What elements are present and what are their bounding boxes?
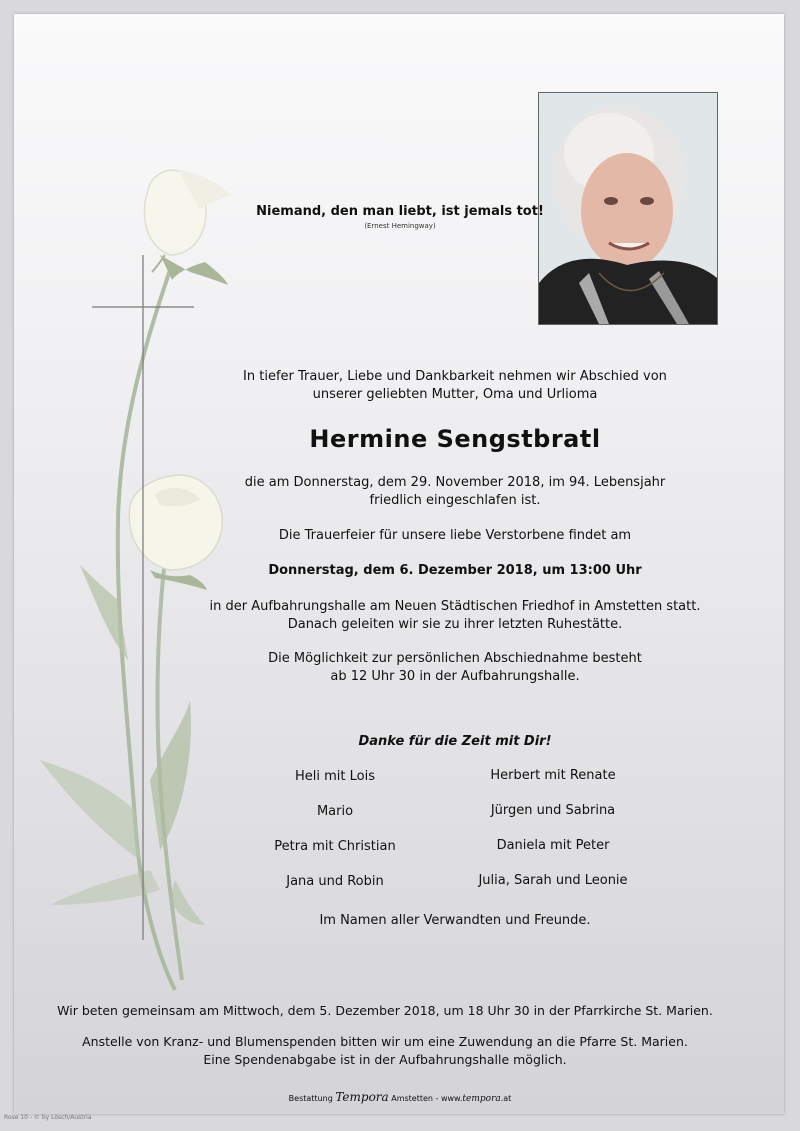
quote-text: Niemand, den man liebt, ist jemals tot! <box>256 204 544 219</box>
image-credit: Rose 10 - © by Lösch/Austria <box>4 1114 92 1121</box>
family-member: Julia, Sarah und Leonie <box>478 873 628 888</box>
death-line-2: friedlich eingeschlafen ist. <box>369 493 541 508</box>
family-member: Jana und Robin <box>286 874 384 889</box>
ceremony-place-line-1: in der Aufbahrungshalle am Neuen Städtischen Friedhof in Amstetten statt. <box>209 599 701 614</box>
footer-city: Amstetten - www. <box>391 1094 463 1103</box>
family-member: Petra mit Christian <box>274 839 396 854</box>
thanks-heading: Danke für die Zeit mit Dir! <box>358 734 552 749</box>
footer-tld: .at <box>500 1094 512 1103</box>
ceremony-date: Donnerstag, dem 6. Dezember 2018, um 13:00 Uhr <box>268 563 642 578</box>
portrait-photo <box>538 92 718 325</box>
ceremony-intro: Die Trauerfeier für unsere liebe Verstorbene findet am <box>278 528 632 543</box>
funeral-home-logo: Tempora <box>335 1090 389 1104</box>
family-right-column <box>458 768 648 908</box>
quote-author: (Ernest Hemingway) <box>364 222 436 230</box>
funeral-home-footer <box>0 1090 800 1104</box>
donation-line-2: Eine Spendenabgabe ist in der Aufbahrungshalle möglich. <box>203 1052 567 1067</box>
ceremony-place <box>130 598 780 634</box>
prayer-line: Wir beten gemeinsam am Mittwoch, dem 5. Dezember 2018, um 18 Uhr 30 in der Pfarrkirche St. Marien. <box>57 1003 713 1018</box>
deceased-name: Hermine Sengstbratl <box>309 425 601 453</box>
footer-prefix: Bestattung <box>288 1094 333 1103</box>
donation-line-1: Anstelle von Kranz- und Blumenspenden bitten wir um eine Zuwendung an die Pfarre St. Marien. <box>82 1034 688 1049</box>
family-member: Heli mit Lois <box>295 769 375 784</box>
family-member: Mario <box>316 804 354 819</box>
family-member: Herbert mit Renate <box>490 768 616 783</box>
farewell-line-1: Die Möglichkeit zur persönlichen Abschiednahme besteht <box>268 651 642 666</box>
farewell-line-2: ab 12 Uhr 30 in der Aufbahrungshalle. <box>330 669 580 684</box>
footer-domain: tempora <box>462 1094 501 1104</box>
quote-block <box>240 204 560 230</box>
intro-line-1: In tiefer Trauer, Liebe und Dankbarkeit nehmen wir Abschied von <box>243 369 667 384</box>
death-line-1: die am Donnerstag, dem 29. November 2018, im 94. Lebensjahr <box>244 475 666 490</box>
intro-text <box>130 368 780 404</box>
family-member: Jürgen und Sabrina <box>490 803 616 818</box>
family-left-column <box>240 769 430 909</box>
donation-text <box>0 1033 785 1069</box>
farewell-text <box>130 650 780 686</box>
death-text <box>130 474 780 510</box>
intro-line-2: unserer geliebten Mutter, Oma und Urlioma <box>312 387 598 402</box>
family-member: Daniela mit Peter <box>496 838 610 853</box>
ceremony-place-line-2: Danach geleiten wir sie zu ihrer letzten Ruhestätte. <box>287 617 623 632</box>
relatives-line: Im Namen aller Verwandten und Freunde. <box>319 913 591 928</box>
